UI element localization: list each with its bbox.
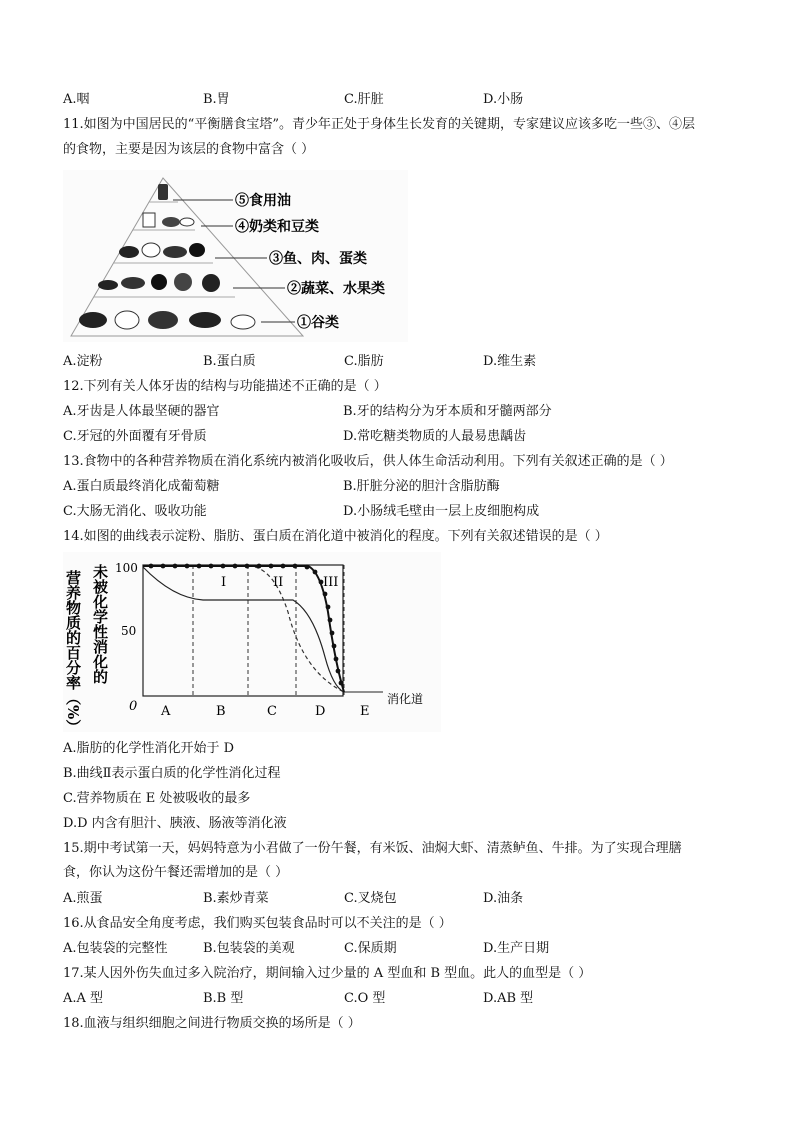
curve-label-ii: II xyxy=(273,575,284,590)
q15-option-b[interactable]: B.素炒青菜 xyxy=(203,891,269,906)
corn-icon xyxy=(79,312,107,328)
q14-option-c[interactable]: C.营养物质在 E 处被吸收的最多 xyxy=(63,791,251,806)
eggplant-icon xyxy=(121,277,145,289)
q15-stem-line1: 15.期中考试第一天，妈妈特意为小君做了一份午餐，有米饭、油焖大虾、清蒸鲈鱼、牛排。为了实现合理膳 xyxy=(63,841,682,856)
pyramid-label-1: ①谷类 xyxy=(297,315,339,331)
q13-option-d[interactable]: D.小肠绒毛壁由一层上皮细胞构成 xyxy=(343,504,540,519)
bread-icon xyxy=(115,311,139,329)
curve-dashed xyxy=(143,566,344,692)
oil-bottle-icon xyxy=(158,184,168,200)
plot-frame xyxy=(143,565,343,696)
x-seg-c: C xyxy=(267,704,277,719)
x-seg-b: B xyxy=(216,704,226,719)
q16-option-b[interactable]: B.包装袋的美观 xyxy=(203,941,295,956)
pyramid-label-2: ②蔬菜、水果类 xyxy=(287,281,385,297)
q12-option-c[interactable]: C.牙冠的外面覆有牙骨质 xyxy=(63,429,207,444)
q10-option-c[interactable]: C.肝脏 xyxy=(344,92,384,107)
fruit-icon xyxy=(151,274,167,290)
pyramid-label-3: ③鱼、肉、蛋类 xyxy=(269,251,367,267)
grapes-icon xyxy=(202,274,220,292)
q10-option-b[interactable]: B.胃 xyxy=(203,92,230,107)
curve-dotted-beads xyxy=(149,564,344,686)
vegetable-icon xyxy=(98,280,118,290)
q11-option-a[interactable]: A.淀粉 xyxy=(63,354,103,369)
q17-option-c[interactable]: C.O 型 xyxy=(344,991,386,1006)
digestion-graph-figure xyxy=(63,552,441,732)
curve-dotted xyxy=(143,566,344,692)
y-axis-title-right: 未被化学性消化的 xyxy=(91,564,109,684)
pyramid-label-4: ④奶类和豆类 xyxy=(235,219,319,235)
q14-stem: 14.如图的曲线表示淀粉、脂肪、蛋白质在消化道中被消化的程度。下列有关叙述错误的是（ ） xyxy=(63,529,608,544)
q16-option-a[interactable]: A.包装袋的完整性 xyxy=(63,941,168,956)
x-seg-d: D xyxy=(315,704,326,719)
loaf-icon xyxy=(148,311,178,329)
q16-stem: 16.从食品安全角度考虑，我们购买包装食品时可以不关注的是（ ） xyxy=(63,916,452,931)
q14-option-a[interactable]: A.脂肪的化学性消化开始于 D xyxy=(63,741,235,756)
q15-stem-line2: 食，你认为这份午餐还需增加的是（ ） xyxy=(63,865,289,880)
q18-stem: 18.血液与组织细胞之间进行物质交换的场所是（ ） xyxy=(63,1016,361,1031)
q15-option-c[interactable]: C.叉烧包 xyxy=(344,891,397,906)
q16-option-c[interactable]: C.保质期 xyxy=(344,941,397,956)
beans-icon xyxy=(162,217,180,227)
apple-icon xyxy=(174,273,192,291)
q13-option-a[interactable]: A.蛋白质最终消化成葡萄糖 xyxy=(63,479,220,494)
x-seg-a: A xyxy=(161,704,171,719)
pyramid-label-5: ⑤食用油 xyxy=(235,193,291,209)
q11-option-d[interactable]: D.维生素 xyxy=(483,354,537,369)
food-pyramid-figure xyxy=(63,170,408,342)
q14-option-d[interactable]: D.D 内含有胆汁、胰液、肠液等消化液 xyxy=(63,816,287,831)
q13-option-c[interactable]: C.大肠无消化、吸收功能 xyxy=(63,504,207,519)
q12-option-b[interactable]: B.牙的结构分为牙本质和牙髓两部分 xyxy=(343,404,552,419)
q12-stem: 12.下列有关人体牙齿的结构与功能描述不正确的是（ ） xyxy=(63,379,387,394)
meat-icon xyxy=(119,246,139,258)
digestion-graph-svg xyxy=(63,552,441,732)
chicken-icon xyxy=(142,243,160,257)
x-axis-title: 消化道 xyxy=(387,692,424,706)
q10-option-a[interactable]: A.咽 xyxy=(63,92,90,107)
sweet-potato-icon xyxy=(189,312,221,328)
q10-option-d[interactable]: D.小肠 xyxy=(483,92,524,107)
y-tick-0: 0 xyxy=(129,699,138,714)
q15-option-d[interactable]: D.油条 xyxy=(483,891,524,906)
curve-label-i: I xyxy=(221,575,227,590)
q13-option-b[interactable]: B.肝脏分泌的胆汁含脂肪酶 xyxy=(343,479,500,494)
curve-label-iii: III xyxy=(323,575,339,590)
q15-option-a[interactable]: A.煎蛋 xyxy=(63,891,103,906)
y-tick-50: 50 xyxy=(121,624,137,638)
q17-option-d[interactable]: D.AB 型 xyxy=(483,991,534,1006)
q17-stem: 17.某人因外伤失血过多入院治疗，期间输入过少量的 A 型血和 B 型血。此人的血型是（ ） xyxy=(63,966,592,981)
q12-option-a[interactable]: A.牙齿是人体最坚硬的器官 xyxy=(63,404,220,419)
q13-stem: 13.食物中的各种营养物质在消化系统内被消化吸收后，供人体生命活动利用。下列有关叙述正确的是（ ） xyxy=(63,454,673,469)
milk-carton-icon xyxy=(143,213,155,227)
y-axis-title-left: 营养物质的百分率（%） xyxy=(64,570,82,732)
q16-option-d[interactable]: D.生产日期 xyxy=(483,941,550,956)
q11-option-c[interactable]: C.脂肪 xyxy=(344,354,384,369)
x-seg-e: E xyxy=(360,704,370,719)
q14-option-b[interactable]: B.曲线Ⅱ表示蛋白质的化学性消化过程 xyxy=(63,766,281,781)
q12-option-d[interactable]: D.常吃糖类物质的人最易患龋齿 xyxy=(343,429,527,444)
q11-stem-line1: 11.如图为中国居民的“平衡膳食宝塔”。青少年正处于身体生长发育的关键期，专家建议应该多吃一些③、④层 xyxy=(63,117,695,132)
sausage-icon xyxy=(189,243,205,257)
rice-bowl-icon xyxy=(231,315,255,329)
q11-stem-line2: 的食物，主要是因为该层的食物中富含（ ） xyxy=(63,142,315,157)
food-pyramid-svg xyxy=(63,170,408,342)
q17-option-b[interactable]: B.B 型 xyxy=(203,991,244,1006)
y-tick-100: 100 xyxy=(115,561,138,575)
q11-option-b[interactable]: B.蛋白质 xyxy=(203,354,256,369)
bowl-icon xyxy=(180,218,194,226)
q17-option-a[interactable]: A.A 型 xyxy=(63,991,104,1006)
fish-icon xyxy=(163,246,187,258)
curve-solid xyxy=(143,567,344,692)
